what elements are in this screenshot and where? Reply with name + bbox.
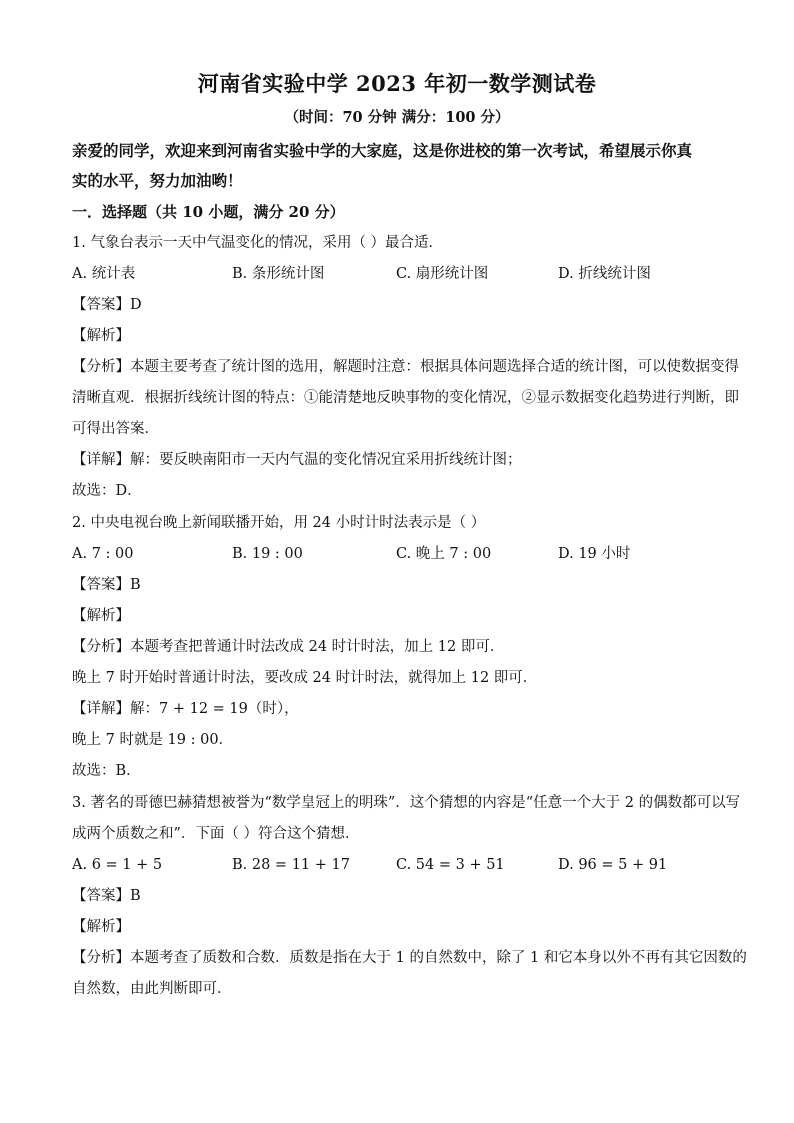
q1-choice: 故选：D． (72, 483, 142, 499)
q3-answer: 【答案】B (72, 888, 141, 904)
q3-option-b: B. 28 = 11 + 17 (232, 857, 350, 873)
question-3-stem-2: 成两个质数之和”．下面（ ）符合这个猜想． (72, 826, 360, 842)
q1-detail: 【详解】解：要反映南阳市一天内气温的变化情况宜采用折线统计图； (72, 452, 522, 468)
q1-option-b: B. 条形统计图 (232, 266, 325, 282)
intro-line-1: 亲爱的同学，欢迎来到河南省实验中学的大家庭，这是你进校的第一次考试，希望展示你真 (72, 141, 693, 160)
q2-detail-2: 晚上 7 时就是 19 : 00． (72, 732, 234, 748)
question-3-stem-1: 3. 著名的哥德巴赫猜想被誉为“数学皇冠上的明珠”．这个猜想的内容是“任意一个大于 2 的偶数都可以写 (72, 795, 741, 811)
q1-analysis-3: 可得出答案． (72, 421, 159, 437)
q2-analysis-2: 晚上 7 时开始时普通计时法，要改成 24 时计时法，就得加上 12 即可． (72, 670, 538, 686)
q2-choice: 故选：B． (72, 763, 141, 779)
page-subtitle: （时间：70 分钟 满分：100 分） (284, 109, 510, 126)
q3-option-d: D. 96 = 5 + 91 (558, 857, 668, 873)
q1-option-d: D. 折线统计图 (558, 266, 651, 282)
intro-line-2: 实的水平，努力加油哟！ (72, 171, 243, 190)
q2-option-c: C. 晚上 7 : 00 (396, 546, 492, 562)
question-1-stem: 1. 气象台表示一天中气温变化的情况，采用（ ）最合适． (72, 235, 444, 251)
q2-option-b: B. 19 : 00 (232, 546, 303, 562)
page-title: 河南省实验中学 2023 年初一数学测试卷 (197, 71, 597, 96)
q3-option-c: C. 54 = 3 + 51 (396, 857, 505, 873)
q2-analysis-1: 【分析】本题考查把普通计时法改成 24 时计时法，加上 12 即可． (72, 639, 505, 655)
q2-answer: 【答案】B (72, 577, 141, 593)
q2-option-d: D. 19 小时 (558, 546, 631, 562)
q2-detail-1: 【详解】解：7 + 12 = 19（时）， (72, 701, 299, 717)
question-2-stem: 2. 中央电视台晚上新闻联播开始，用 24 小时计时法表示是（ ） (72, 515, 486, 531)
q3-option-a: A. 6 = 1 + 5 (72, 857, 163, 873)
section-title: 一．选择题（共 10 小题，满分 20 分） (72, 203, 345, 221)
q2-option-a: A. 7 : 00 (72, 546, 134, 562)
q1-option-c: C. 扇形统计图 (396, 266, 489, 282)
q1-option-a: A. 统计表 (72, 266, 136, 282)
q1-jiexi: 【解析】 (72, 328, 130, 344)
q1-analysis-2: 清晰直观．根据折线统计图的特点：①能清楚地反映事物的变化情况，②显示数据变化趋势进行判断，即 (72, 390, 739, 406)
q1-answer: 【答案】D (72, 297, 142, 313)
q3-analysis-1: 【分析】本题考查了质数和合数．质数是指在大于 1 的自然数中，除了 1 和它本身以外不再有其它因数的 (72, 950, 747, 966)
q3-jiexi: 【解析】 (72, 919, 130, 935)
q1-analysis-1: 【分析】本题主要考查了统计图的选用，解题时注意：根据具体问题选择合适的统计图，可以使数据变得 (72, 359, 739, 375)
q2-jiexi: 【解析】 (72, 608, 130, 624)
q3-analysis-2: 自然数，由此判断即可． (72, 981, 232, 997)
